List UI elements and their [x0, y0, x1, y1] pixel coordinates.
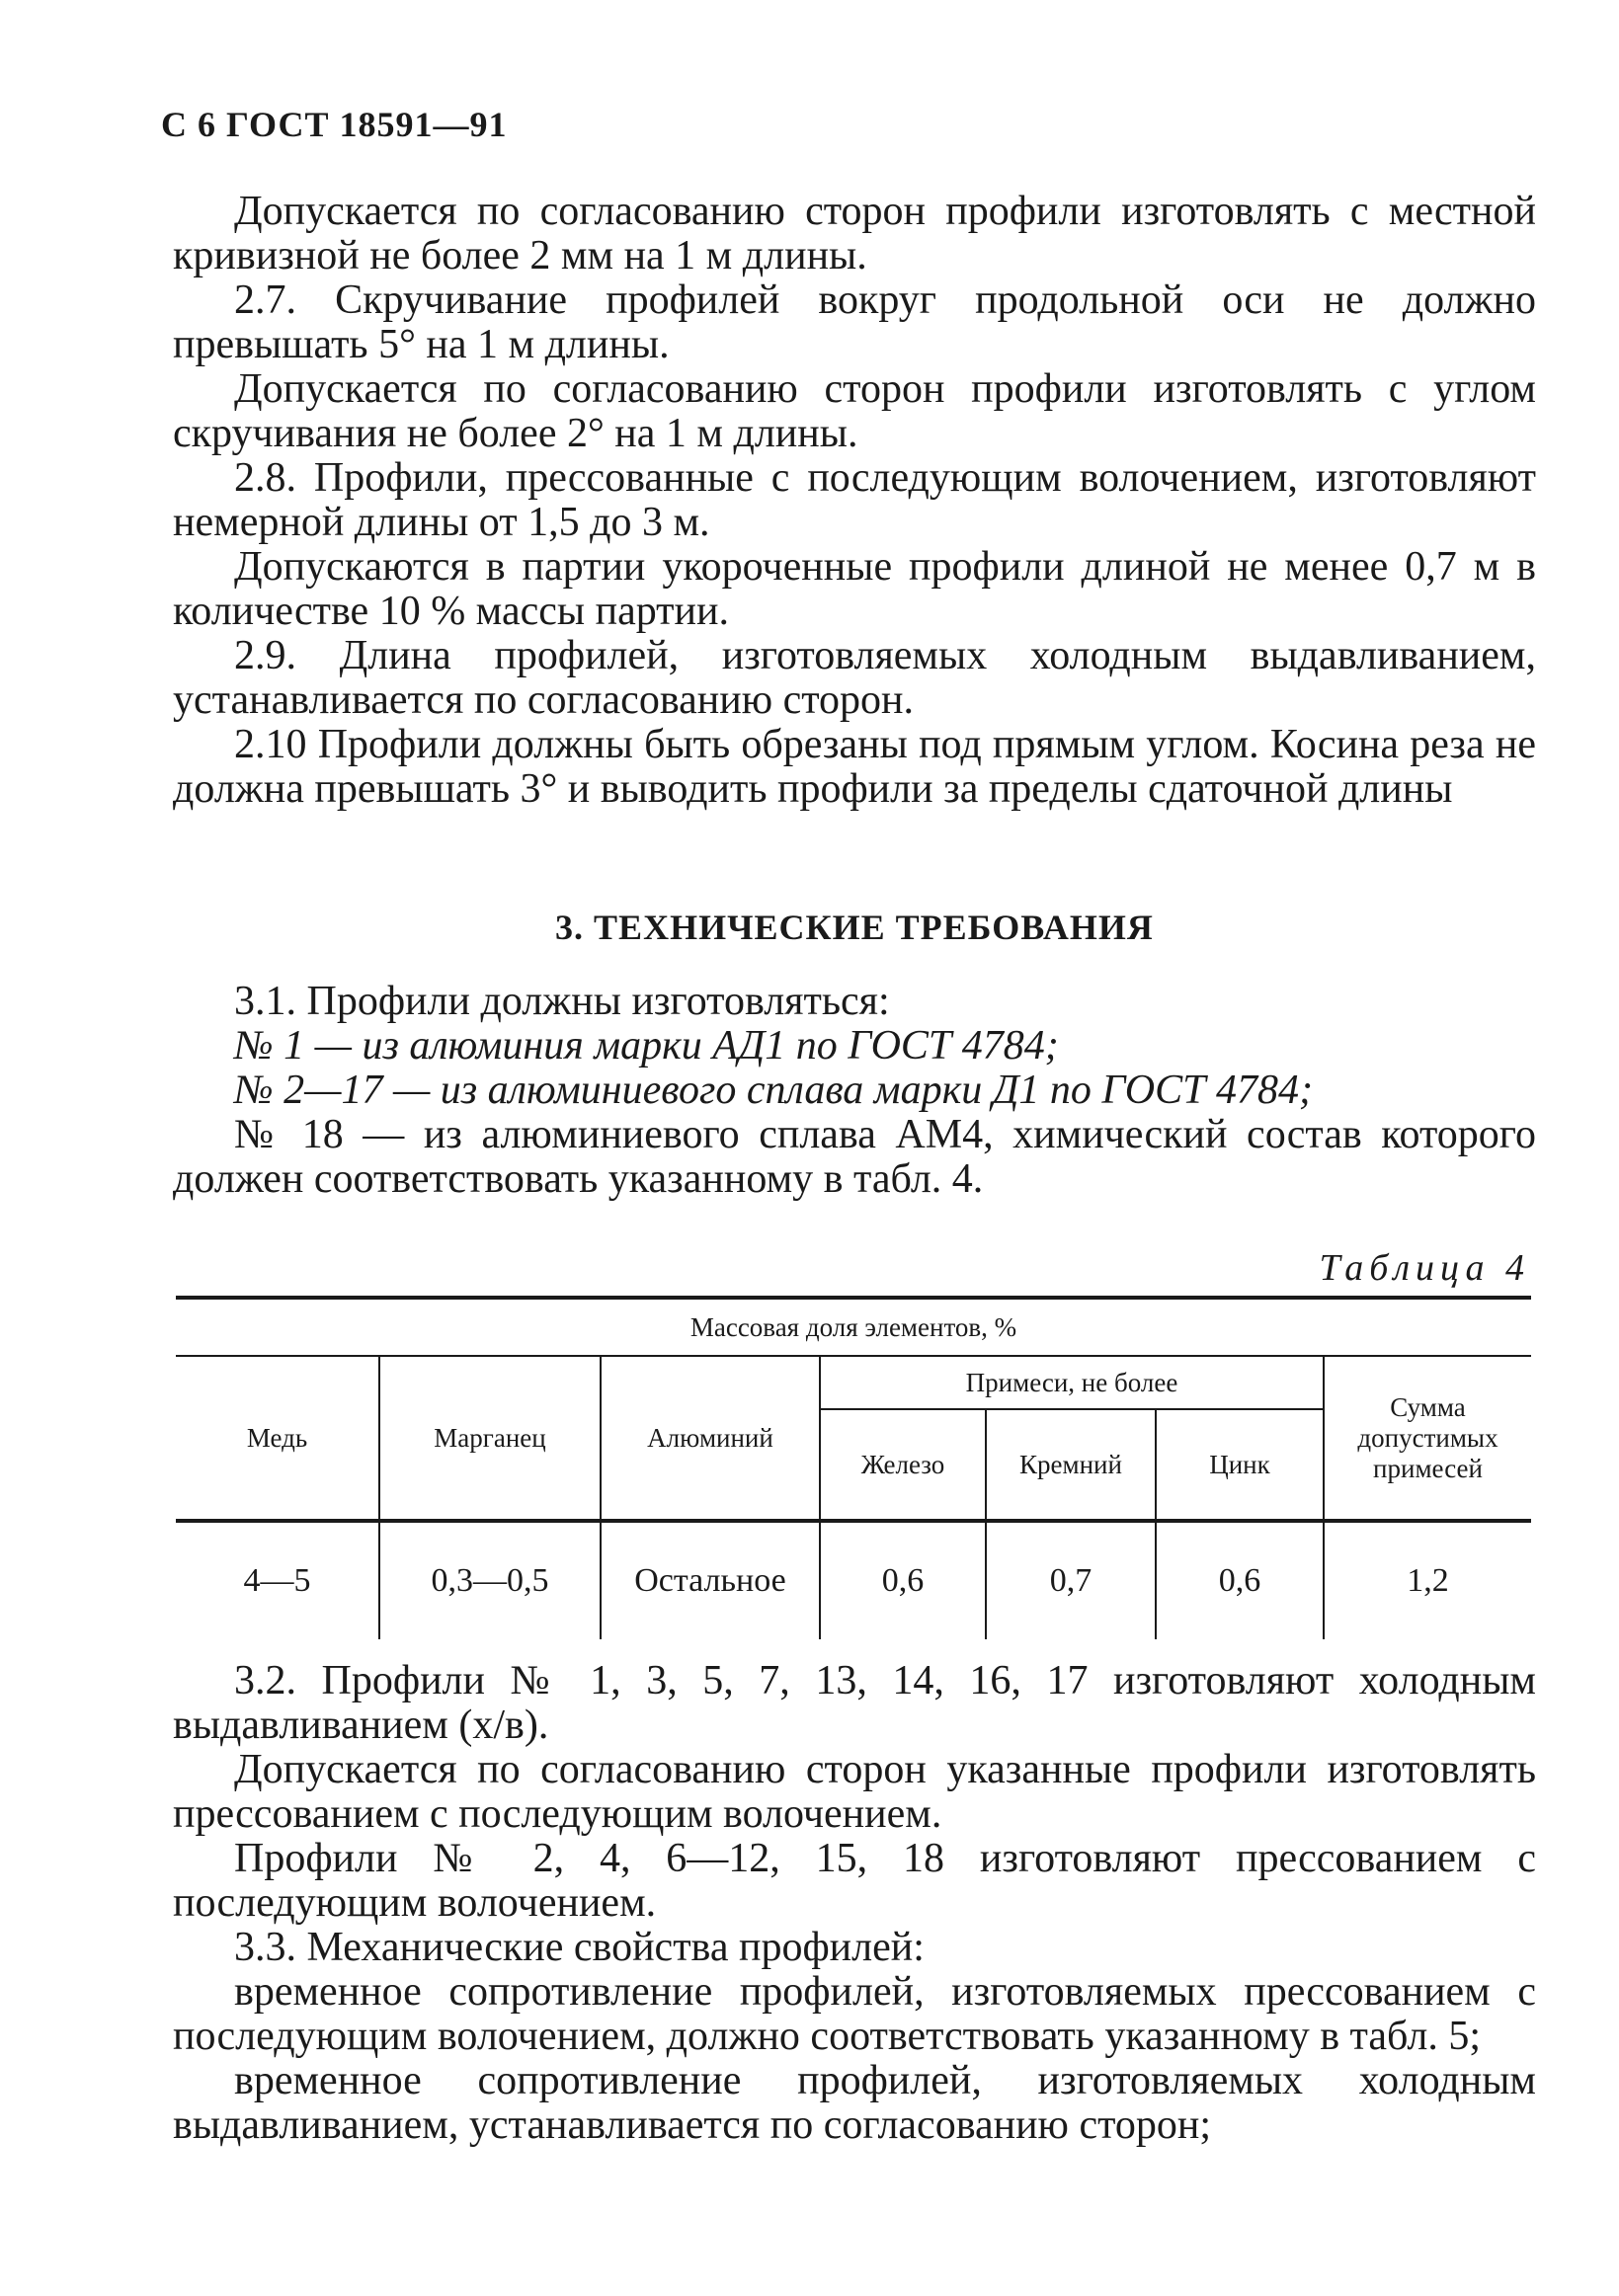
- table-col-sum: Сумма допустимых примесей: [1324, 1356, 1531, 1521]
- paragraph: временное сопротивление профилей, изготовляемых прессованием с последующим волочением, должно соответствовать указанному в табл. 5;: [173, 1969, 1536, 2059]
- section-heading: 3. ТЕХНИЧЕСКИЕ ТРЕБОВАНИЯ: [555, 908, 1154, 947]
- text-block-top: [173, 190, 1536, 812]
- page-header: С 6 ГОСТ 18591—91: [161, 105, 508, 144]
- cell-sum: 1,2: [1324, 1521, 1531, 1639]
- paragraph: временное сопротивление профилей, изготовляемых холодным выдавливанием, устанавливается по согласованию сторон;: [173, 2058, 1536, 2148]
- text-block-bottom: [173, 1659, 1536, 2148]
- paragraph: 3.1. Профили должны изготовляться:: [234, 979, 890, 1024]
- cell-manganese: 0,3—0,5: [379, 1521, 601, 1639]
- cell-copper: 4—5: [243, 1562, 311, 1599]
- table-mass-header: Массовая доля элементов, %: [176, 1298, 1531, 1356]
- paragraph: № 1 — из алюминия марки АД1 по ГОСТ 4784;: [234, 1023, 1059, 1069]
- table-col-copper: Медь: [246, 1422, 308, 1453]
- table-col-aluminium: Алюминий: [601, 1356, 820, 1521]
- paragraph: 3.3. Механические свойства профилей:: [234, 1925, 925, 1970]
- paragraph: № 18 — из алюминиевого сплава АМ4, химический состав которого должен соответствовать указанному в табл. 4.: [173, 1112, 1536, 1202]
- paragraph: Допускается по согласованию сторон профили изготовлять с местной кривизной не более 2 мм на 1 м длины.: [173, 189, 1536, 278]
- table-col-manganese: Марганец: [379, 1356, 601, 1521]
- paragraph: 2.7. Скручивание профилей вокруг продольной оси не должно превышать 5° на 1 м длины.: [173, 277, 1536, 367]
- table-col-iron: Железо: [820, 1409, 986, 1521]
- paragraph: Допускается по согласованию сторон профили изготовлять с углом скручивания не более 2° на 1 м длины.: [173, 366, 1536, 456]
- paragraph: 2.9. Длина профилей, изготовляемых холодным выдавливанием, устанавливается по согласованию сторон.: [173, 633, 1536, 723]
- table-col-silicon: Кремний: [986, 1409, 1156, 1521]
- paragraph: Допускается по согласованию сторон указанные профили изготовлять прессованием с последующим волочением.: [173, 1747, 1536, 1837]
- paragraph: Допускаются в партии укороченные профили длиной не менее 0,7 м в количестве 10 % массы партии.: [173, 544, 1536, 634]
- cell-iron: 0,6: [820, 1521, 986, 1639]
- table-caption: Таблица 4: [1319, 1247, 1530, 1289]
- cell-silicon: 0,7: [986, 1521, 1156, 1639]
- table-4: [176, 1296, 1531, 1639]
- paragraph: Профили № 2, 4, 6—12, 15, 18 изготовляют прессованием с последующим волочением.: [173, 1836, 1536, 1926]
- cell-zinc: 0,6: [1156, 1521, 1324, 1639]
- text-block-mid: [173, 980, 1536, 1202]
- table-col-zinc: Цинк: [1156, 1409, 1324, 1521]
- cell-aluminium: Остальное: [601, 1521, 820, 1639]
- paragraph: № 2—17 — из алюминиевого сплава марки Д1 по ГОСТ 4784;: [234, 1068, 1313, 1113]
- table-row: [176, 1521, 1531, 1639]
- paragraph: 2.10 Профили должны быть обрезаны под прямым углом. Косина реза не должна превышать 3° и выводить профили за пределы сдаточной длины: [173, 722, 1536, 812]
- table-impurities-header: Примеси, не более: [820, 1356, 1324, 1409]
- paragraph: 3.2. Профили № 1, 3, 5, 7, 13, 14, 16, 17 изготовляют холодным выдавливанием (х/в).: [173, 1658, 1536, 1748]
- paragraph: 2.8. Профили, прессованные с последующим волочением, изготовляют немерной длины от 1,5 до 3 м.: [173, 455, 1536, 545]
